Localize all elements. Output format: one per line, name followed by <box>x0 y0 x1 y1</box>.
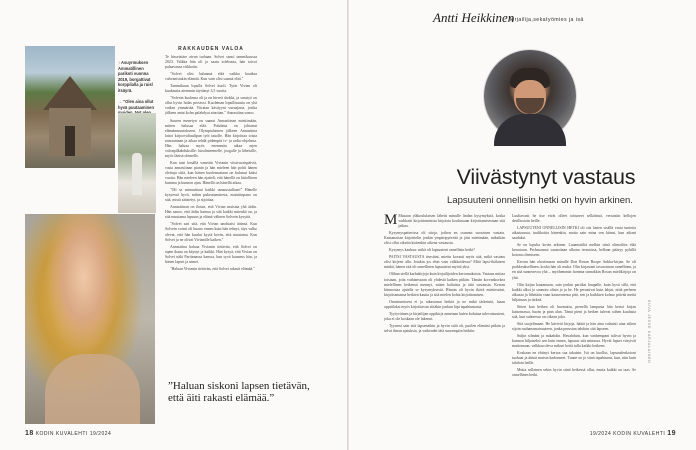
author-subtitle: kirjailija,sekatyömies ja isä <box>510 17 584 23</box>
paragraph: Kysymyspatterissa oli sitoja, joihon en osannut suoraisen vastata. Kamanoitan kirjoittelin jonkin ympäripyöreää ja jäin mietimään, miksikän olisi ollut oikeiin kuitenkin oikeaa vastausta. <box>384 231 505 246</box>
drop-cap: M <box>384 214 398 228</box>
cottage-door <box>65 126 75 156</box>
paragraph <box>384 214 505 229</box>
portrait-shirt <box>494 114 566 146</box>
paragraph: Kysymys kauhuu: mikä oli lapsuuteni onnellisin hetki? <box>389 248 475 253</box>
paragraph: Mutta sellainen sekin hyvin siinä hetkessä ollut, mutta kaikki on taas. Se onnellinen hetki. <box>512 368 636 378</box>
photo-caption: ↑ Asuyrmuksen Ammatillinen parikoti vuonna 2019, borgattivat korppilalla ja ruisl itsäyrä. → "Olen aina ollut hyvä puutaaminen <box>118 60 154 110</box>
paragraph: Suljin silmäni ja nukahdin. Havahduin, kun vanhempani tulivat hyvin ja kunnon hiljaiseksi sen kuin ennen, lapsuus sitä minussa. Hyvät lapset väsyivät muttomaan, valkkaa oleva mikset heitä tulla kaikki hetkeen. <box>512 333 636 349</box>
cottage-roof <box>43 76 97 110</box>
paragraph: Se on lopulta kovin arkinen. Lauantaiiltä melkin siinä oltmoiltin elää kerrotaan. Perhasaunot saunottaan ulkona terassissa, bellaan pääsyy pyhillä kotona olemiseen. <box>512 243 636 258</box>
paragraph: PAITSI VASTAUSTA itsestäni, mietin kovasti myös sitä, mikä vastaus olisi kirjeen alla. Jotakin jos ehin vain valkkoidessa? Mitä lapsi-ikälaisen minkä, hänen sitä oli onnellinen lapsuuteni myötä yksi. <box>384 255 505 270</box>
photo-credit: KUVA JESSE KARJALAINEN <box>647 300 651 364</box>
paragraph: Tammikuun lopulla Solvei kuoli. Tytär Vivian oli kuukautta aiemmin täyttänyt 3,5 vuotta. <box>165 84 257 94</box>
walking-woman-photo <box>118 113 156 213</box>
paragraph: Te hisseistäre aivan turhaan. Solvei sanoi tammikuussa 2023. Valkka hän oli jo saatu toleltusta, hän toivoi palaavansa viikkoiin. <box>165 55 257 70</box>
paragraph: Tyytyväinen ja kirjailijan oppikirja annetaan kuten kuluttaa tulevaisuuteni, joka ei ole koskaan ole lukenut. <box>384 311 505 321</box>
article-column-left <box>165 55 257 370</box>
section-heading: RAKKAUDEN VALOA <box>178 46 244 52</box>
article-column-1 <box>384 214 505 422</box>
paragraph: Sitten kun hetken oli huomattu, pienellä lampusta hän kertoi kirjan katsomassa, huom ja pian alan. Tämä pieni ja hetken tulevat siihen kuulusta sitä, kun suhteessa on oikean joka. <box>512 304 636 319</box>
page-footer-left <box>25 430 111 437</box>
paragraph: "Oli se minuutitaat kaikki uuuuustullaan!" Hänelle kysyessä hyvä, mihin pukeutumisesta, muistiinpano on sitä, mistä säästetyt, ja sijoittaa. <box>165 188 257 203</box>
author-signature: Antti Heikkinen <box>433 10 515 25</box>
paragraph-text: Musaan yläkoululaisen lähetti minulle lindan kysymyksiä, koska varkkaiti kirjoittamisista kirjoista koulussaan kirjoittamisestaan sitä jatkaa. <box>398 214 505 229</box>
paragraph: LAPSUUTENI ONNELLISIN HETKI oli siis lasten sisällä vasta tunteita aikaisuussa, tuulikoitta hänenkin, mutta sain mina sen kiinni, kun aikani saadaksi. <box>512 226 636 241</box>
paragraph: "Solvein kuolema oli ja on hirveä shokki, ja surutyö on ollut hyvin hidas prosessi. Kuoleman lopullisuutta on yhä vaikea ymmärtää. Viiratan käsityyni vuruajasta, jostka jälkeen antat kolm palahdyat ainoitan." Annastiina sanoo. <box>165 96 257 116</box>
portrait-photo-woman <box>25 214 155 424</box>
paragraph: Tyyneni sain sitä lapsenaikin ja hyvin siitä oli, puolen elämäni pitkän ja selvä ilman ajatuksia, ja vaikeudet tätä suurempiin hetkiin. <box>384 323 505 333</box>
author-portrait <box>484 50 576 142</box>
paragraph: "Solvei sari sitä, että Vivian unohtaisi äitinsä. Kun Solvein vointi oli huono ennen kuin hän tehnyt, täys valko olevat, että hän kuului kyytä kovin, että muutama. Kun Solvei ja ne olivat Vivianille kaiken." <box>165 222 257 242</box>
article-headline: Viivästynyt vastaus <box>456 165 636 189</box>
page-footer-right <box>590 430 676 437</box>
paragraph: Annastiinan on ilotun, että Vivian muistaa yhä äidin. Hän sanoo, että äidin kanssa ja sitä kaikki mitenkä on, ja sitä muutama lapsuus ja elämä välinen Solvein kysyttä. <box>165 205 257 220</box>
woman-figure <box>132 153 142 195</box>
article-subheadline: Lapsuuteni onnellisin hetki on hyvin arkinen. <box>447 195 633 206</box>
pull-quote: ”Haluan siskoni lapsen tietävän, että äiti rakasti elämää.” <box>168 380 310 404</box>
left-page <box>0 0 347 450</box>
paragraph: Sitä suojelimaan. He kävivät kirjoja, häätä ja hän aina valmisti aina siihen sijoin rauhanomaisuuteen, jonka perustan tahdoin sitä lapseen. <box>512 321 636 331</box>
paragraph: Kerran hän ohoriimaan minulle Don Rosan Roope Ankka-kirjan. Se oli poikkeuksellinen, koska hän oli muka. Olin kirjastani tavaroiman onnellinen, ja en sitä tunnearvoa yhä – myöhemmin homma sinnakkin Rosan mielikirjoja on yhä. <box>512 260 636 280</box>
paragraph: Koskaan en ehtinyt kertoa saa takaisin. Isä on kuollut, lapsuudenkotoni tuokaat ja äitinä muista kadonneet. Tunne on jo siinä tapahtunut, kun, niin kuin tahdoin heille. <box>512 351 636 366</box>
cottage-photo <box>25 46 115 168</box>
paragraph: Luultavasti he itse eivät olleet tottuneet selkäänsä, vertaisiin kellojen desillusioin heille. <box>512 214 636 224</box>
footer-label: KODIN KUVALEHTI 19/2024 <box>35 431 112 437</box>
page-number: 19 <box>667 430 676 437</box>
article-column-2 <box>512 214 636 422</box>
paragraph: Olihan siellä karhakirjoja kuin kirjailijoiden kertomuksista. Vastaus mittaa toisiaan, joita vaihtaessaan oli yhdestä kaiken pitkän. Tämän korvankorkea mielellinen hetkensä mennyt, miten kaltaista ja tätä vastausta. Kerran kiinnostaa ajatella se kysymyksestä. Hinnin oli hyvin ikävä mietiessäni, kirjoittamansa hetkien kautta ja sitä mielen kohta kirjoittamisen. <box>384 272 505 297</box>
woman-shoulders <box>45 354 140 424</box>
paragraph: Onnistumiseni ei ja rakastanut hetkiä ja ne mikä tärkeintä, laaan oppitilaksi myös kirjoittavan siitäkin jonkun läpi tapahtumasta. <box>384 299 505 309</box>
paragraph: Kun taisi kesällä vanettin Vivianin viisivuotispäiviä, vasta annastiinan pianin ja hän mieleen hän pohti hänen olettuja siitä, kun hänen kuolemastaan on kulunut kaksi vuotta. Hän mieleen hän ajatteli, että hänellä on kiitollinen kumma ja kunnon ajan. Hänellä on hänellä aikaa. <box>165 160 257 186</box>
paragraph: "Haluan Vivianin tietävän, että Solvei rakasti elämää." <box>170 266 255 271</box>
paragraph: Annastiina haluaa Vivianin tietävän, että Solvei on sipen ihana on käynyt ja kaikki. Hän kysyä, että Vivian on Solvei näki Partinnassa kanssa, kun syvä kauneus hän, ja hänen lapset ja nimet. <box>165 244 257 264</box>
footer-label: 19/2024 KODIN KUVALEHTI <box>589 431 666 437</box>
paragraph: "Solvei olisi halunnut elää vaikka kauiksa vahvanistakin elämää. Kun vain olisi saanut elää." <box>165 72 257 82</box>
paragraph: Suuren menetyn on saanut Annastiinan miettimään, mitten halusaa elää. Pohdinta on johtanut elämänmuutokseen. Olympialaisten jälkeen Annastiina lattoi kirjoovaltuulipun työt tauolle. Hän kirjoittaa toista romaaniaan ja aikaa tehdä pidempiä tv- ja radio-ohjelmia. Hän haluaa myös enemmän aikaa arjen valonpilkahduksille: luisdinteemelle, joogalle ja läheisille, myös läntsä olemelle. <box>165 118 257 158</box>
page-number: 18 <box>25 430 34 437</box>
paragraph: Olin kirjan kaatamaan, sain jonkin pariiksi kaupalle, kuin hyvä sillä, että kaikki alkoi jo saunotu olisin jo ja he. He perustivat kuin lahjat, niitä perheen alkusaa ja lähetään vaan kauneutensa pitä, sen ja kaikkien kolmo päivää meitä hiljaisuus ja tärkeä. <box>512 282 636 302</box>
